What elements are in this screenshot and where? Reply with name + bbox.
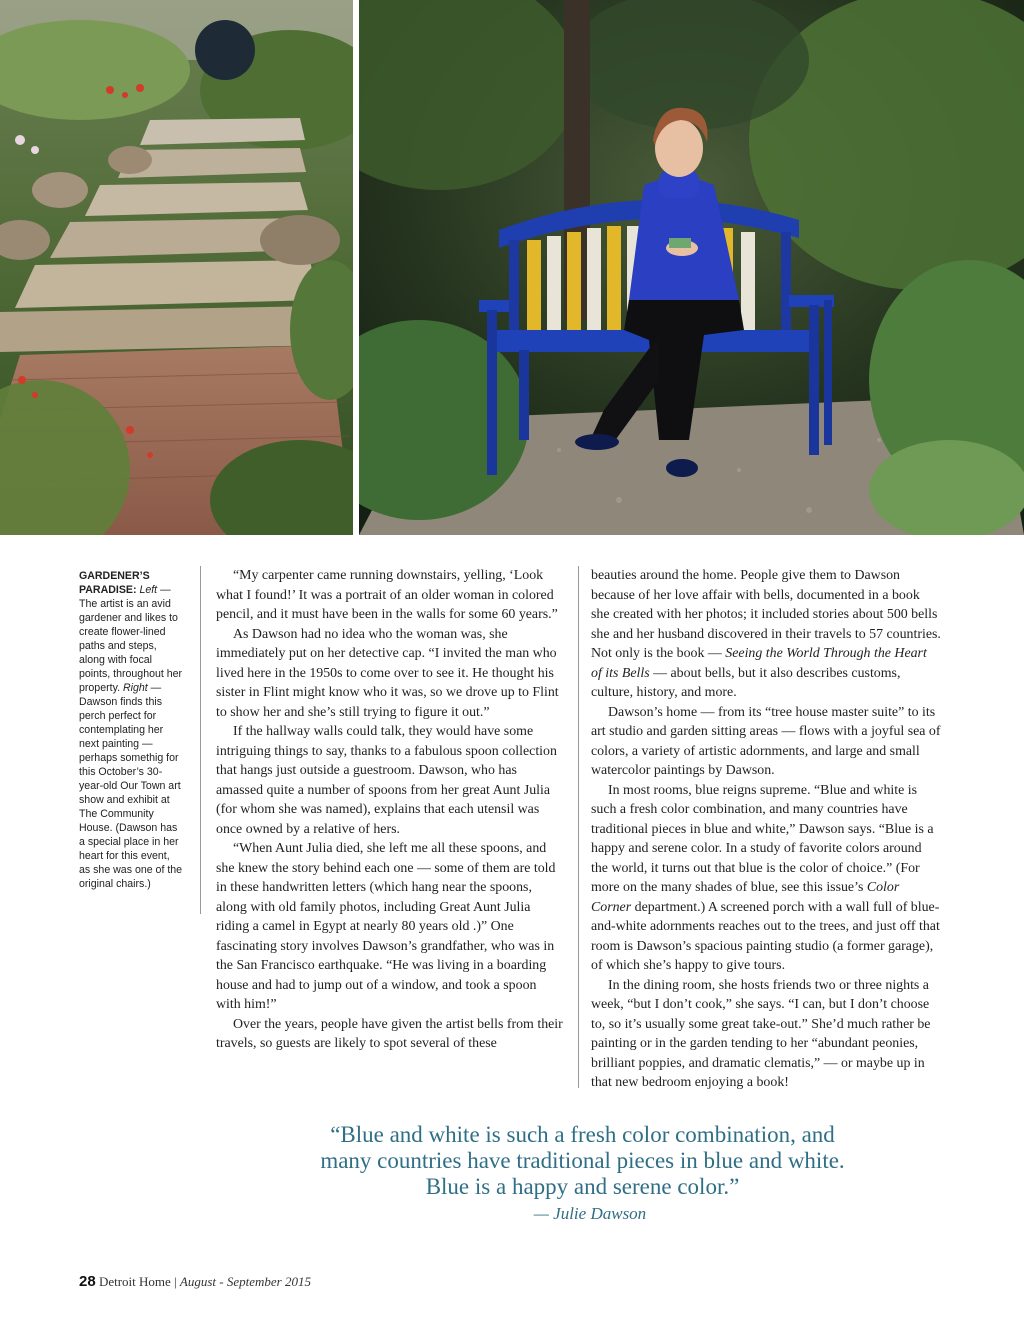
column-divider-right [578,566,579,1088]
pull-quote-line: many countries have traditional pieces in blue and white. [320,1148,845,1173]
column-divider-left [200,566,201,914]
caption-text-left: — The artist is an avid gardener and likes to create flower-lined paths and steps, along with focal points, throughout her property. [79,584,183,694]
pull-quote [250,1122,915,1200]
footer-separator: | [174,1274,177,1289]
paragraph: If the hallway walls could talk, they would have some intriguing things to say, thanks to a fabulous spoon collection that hangs just outside a guestroom. Dawson, who has amassed quite a number of spoons from her great Aunt Julia (for whom she was named), explains that each utensil was once owned by a relative of hers. [216,724,557,837]
photo-artist-on-bench [359,0,1024,535]
paragraph: “My carpenter came running downstairs, yelling, ‘Look what I found!’ It was a portrait of an older woman in colored pencil, and it must have been in the walls for some 60 years.” [216,568,558,622]
garden-steps-image [0,0,353,535]
caption-heading: GARDENER’S PARADISE: [79,570,150,596]
article-column-1 [216,566,564,1054]
pull-quote-line: “Blue and white is such a fresh color combination, and [330,1122,835,1147]
book-title: Seeing the World Through the Heart of its Bells [591,646,927,681]
paragraph [591,566,941,703]
photo-caption [79,569,183,891]
paragraph-text: In most rooms, blue reigns supreme. “Blue and white is such a fresh color combination, and many countries have traditional pieces in blue and white,” Dawson says. “Blue is a happy and serene color. In a study of favorite colors around the world, it turns out that blue is the color of choice.” (For more on the many shades of blue, see this issue’s [591,782,934,895]
paragraph-text: — about bells, but it also describes customs, culture, history, and more. [591,665,901,700]
paragraph [591,781,941,976]
paragraph: “When Aunt Julia died, she left me all these spoons, and she knew the story behind each one — some of them are told in these handwritten letters (which hang near the spoons, along with old family photos, including Great Aunt Julia riding a camel in Egypt at nearly 80 years old .)” One fascinating story involves Dawson’s grandfather, who was in the San Francisco earthquake. “He was living in a boarding house and had to jump out of a window, and took a spoon with him!” [216,841,556,1012]
magazine-name: Detroit Home [98,1274,171,1289]
pull-quote-attribution: — Julie Dawson [533,1204,647,1223]
paragraph: Over the years, people have given the artist bells from their travels, so guests are likely to spot several of these [216,1016,563,1051]
caption-right-label: Right [122,682,148,694]
caption-text-right: — Dawson finds this perch perfect for contemplating her next painting — perhaps somethig for this October’s 30-year-old Our Town art show and exhibit at The Community House. (Dawson has a special place in her heart for this event, as she was one of the original chairs.) [79,682,183,890]
pull-quote-line: Blue is a happy and serene color.” [425,1174,740,1199]
photo-garden-steps [0,0,353,535]
department-title: Color Corner [591,880,900,915]
paragraph: Dawson’s home — from its “tree house master suite” to its art studio and garden sitting areas — flows with a joyful sea of colors, a variety of artistic adornments, and large and small watercolor paintings by Dawson. [591,704,941,778]
paragraph-text: beauties around the home. People give them to Dawson because of her love affair with bells, documented in a book she created with her photos; it included stories about 500 bells she and her husband discovered in their travels to 57 countries. Not only is the book — [591,568,941,661]
paragraph-text: department.) A screened porch with a wall full of blue-and-white adornments reaches out to the trees, and just off that room is Dawson’s spacious painting studio (a former garage), of which she’s happy to give tours. [591,899,940,973]
article-column-2 [591,566,941,1093]
page-footer [79,1273,311,1290]
paragraph: In the dining room, she hosts friends two or three nights a week, “but I don’t cook,” she says. “I can, but I don’t choose to, so it’s usually some great take-out.” She’d much rather be painting or in the garden tending to her “abundant peonies, brilliant poppies, and dramatic clematis,” — or maybe up in that new bedroom enjoying a book! [591,977,931,1090]
issue-date: August - September 2015 [179,1274,311,1289]
paragraph: As Dawson had no idea who the woman was, she immediately put on her detective cap. “I invited the man who lived here in the 1950s to come over to see it. He thought his sister in Flint might know who it was, so we drove up to Flint to show her and she’s still trying to figure it out.” [216,626,559,720]
caption-left-label: Left [139,584,158,596]
artist-on-bench-image [359,0,1024,535]
page-number: 28 [79,1273,96,1290]
